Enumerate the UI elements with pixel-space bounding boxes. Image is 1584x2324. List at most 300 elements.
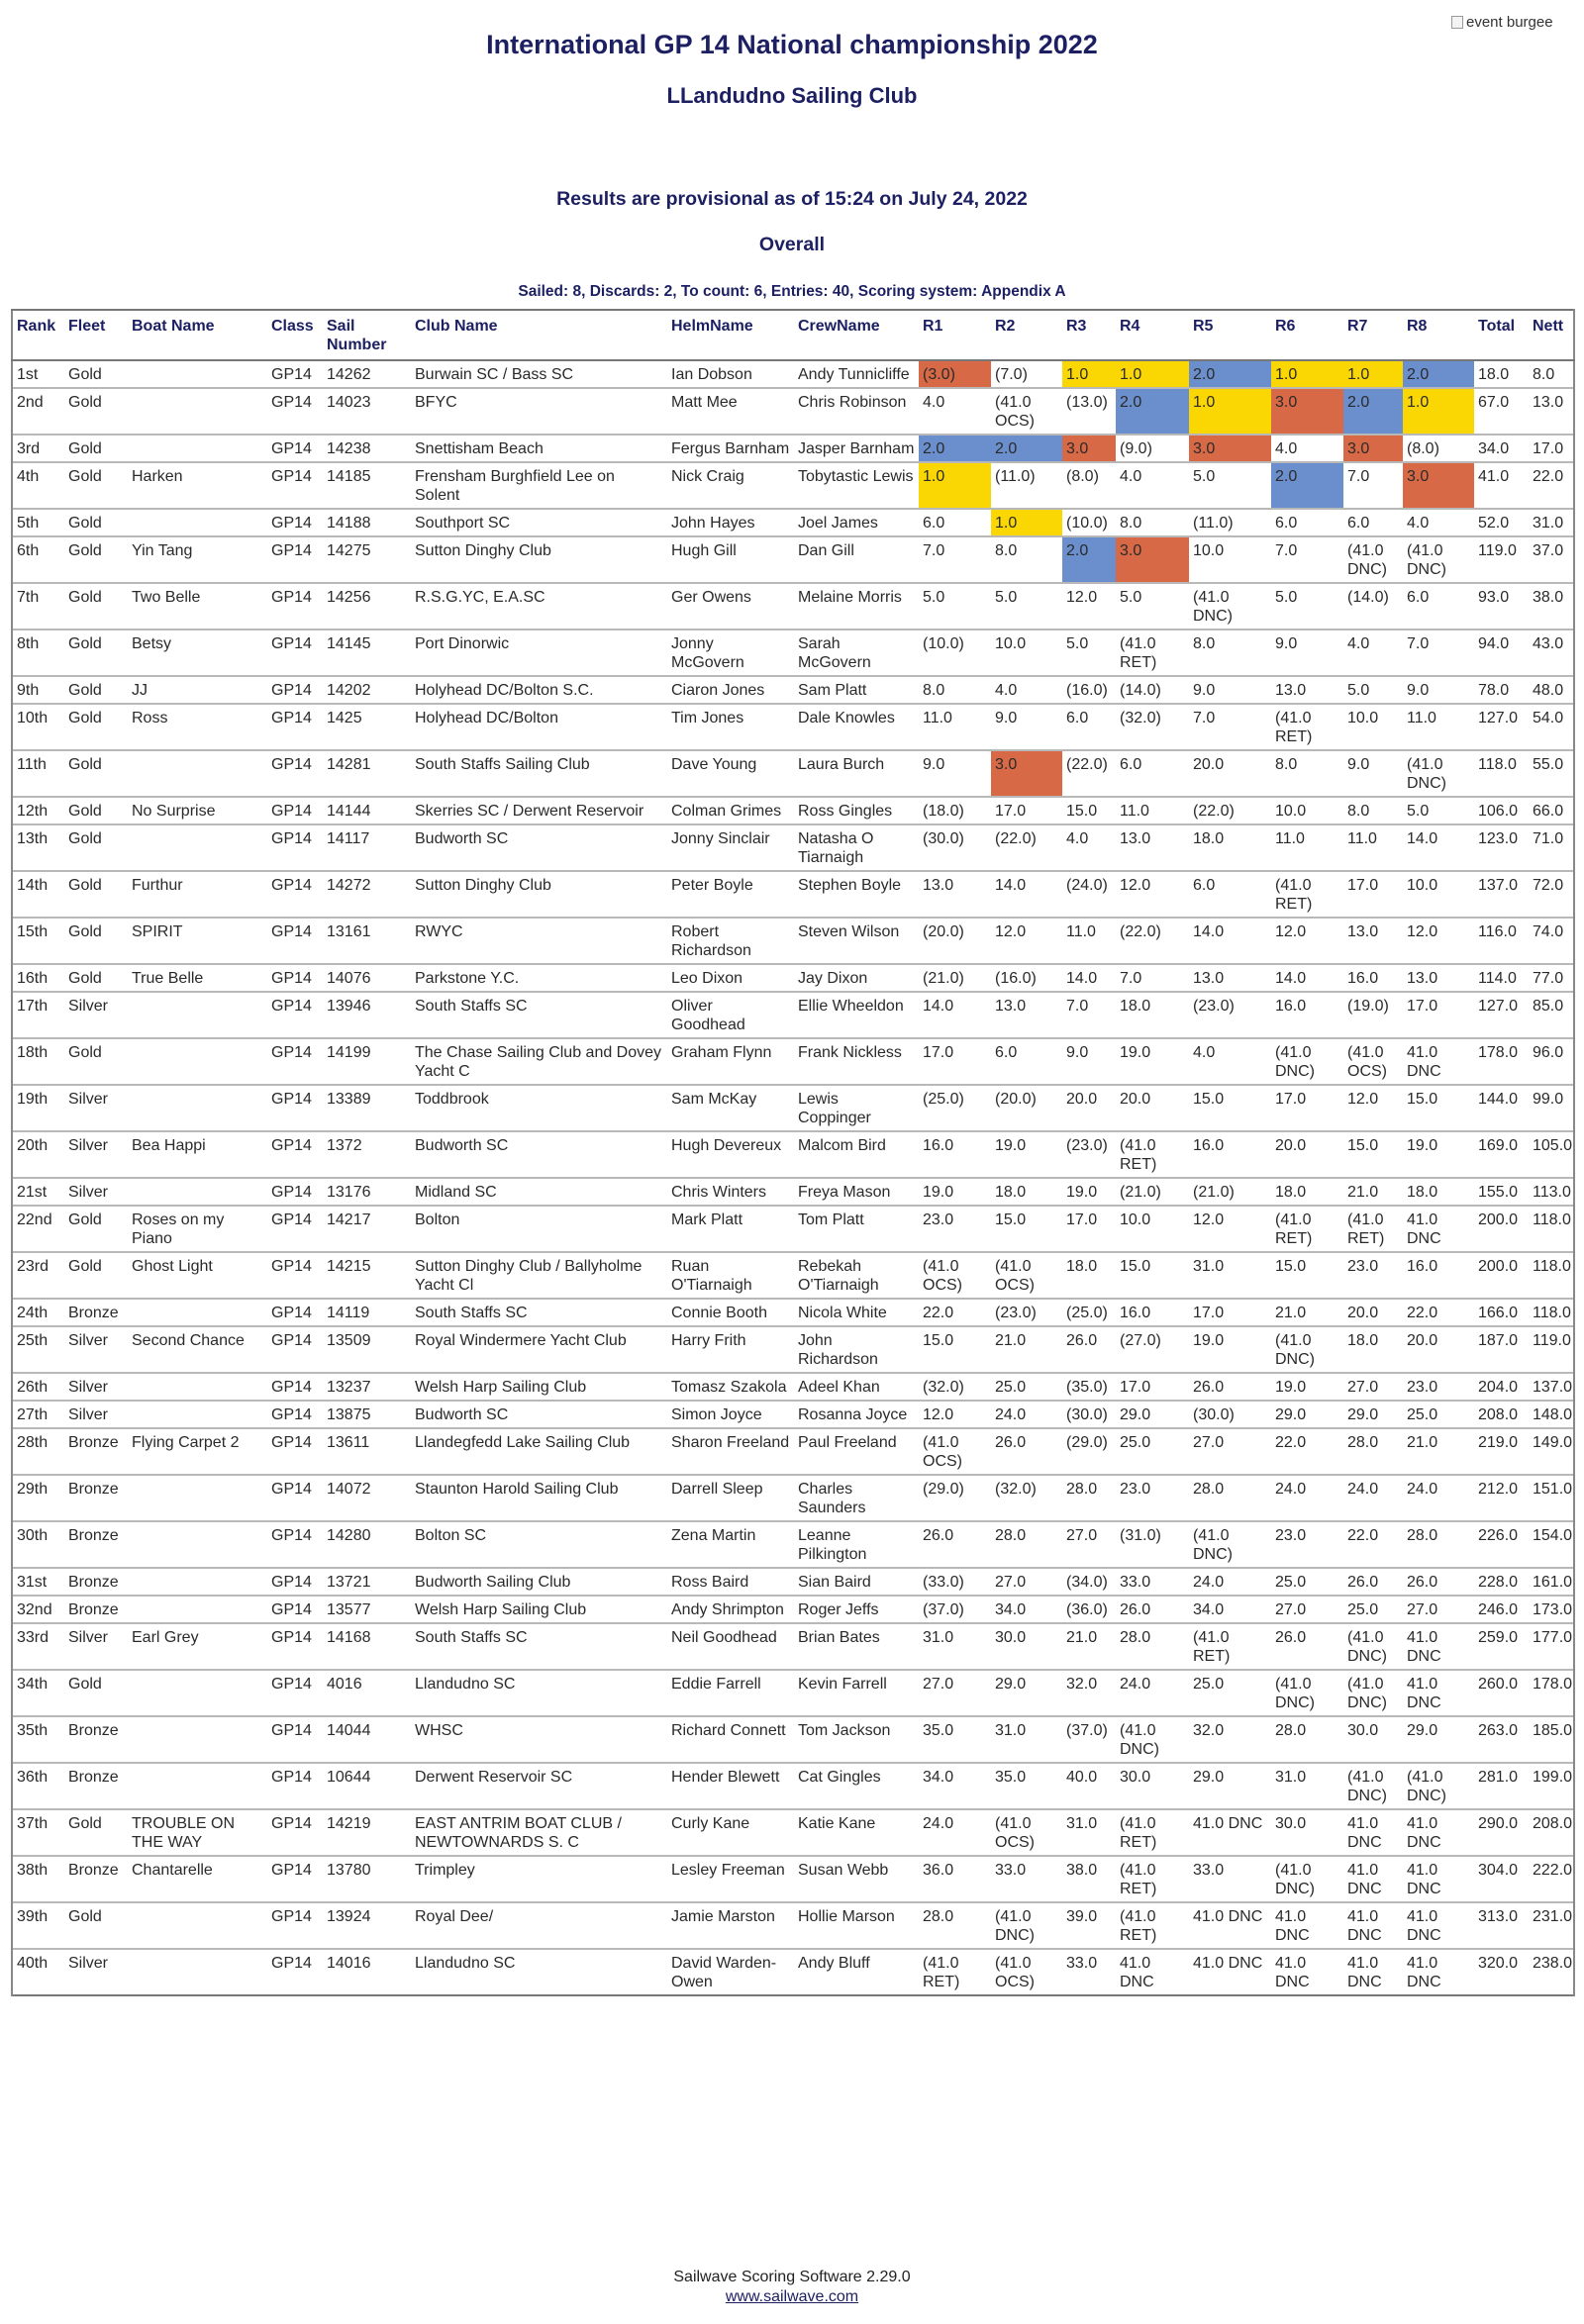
table-cell: 20.0 <box>1347 1305 1379 1321</box>
table-cell: 28.0 <box>1275 1722 1307 1739</box>
table-cell: No Surprise <box>132 803 216 820</box>
table-cell: 226.0 <box>1478 1527 1519 1544</box>
table-cell: 15th <box>12 918 64 964</box>
table-cell: GP14 <box>271 1769 312 1786</box>
table-cell: 10.0 <box>1275 803 1307 820</box>
table-cell: 137.0 <box>1529 1373 1574 1401</box>
table-cell: 1st <box>12 360 64 388</box>
table-cell: 41.0 DNC <box>1193 1815 1263 1832</box>
table-cell: 231.0 <box>1529 1902 1574 1949</box>
table-cell: Gold <box>68 1815 102 1832</box>
table-cell: (22.0) <box>1066 756 1108 773</box>
table-cell: 93.0 <box>1478 589 1510 606</box>
table-cell: Neil Goodhead <box>671 1629 777 1646</box>
table-cell: (29.0) <box>1066 1434 1108 1451</box>
table-cell: 118.0 <box>1529 1252 1574 1299</box>
table-cell: 17.0 <box>1529 435 1574 462</box>
table-cell: Freya Mason <box>798 1184 891 1201</box>
table-cell: GP14 <box>271 1815 312 1832</box>
table-row <box>12 1206 1574 1252</box>
table-cell: (41.0 RET) <box>1120 1908 1157 1944</box>
table-row <box>12 704 1574 750</box>
table-cell: 31.0 <box>995 1722 1027 1739</box>
table-cell: Jay Dixon <box>798 970 868 987</box>
table-cell: 13946 <box>327 998 371 1015</box>
table-cell: 32.0 <box>1193 1722 1225 1739</box>
table-cell: Rebekah O'Tiarnaigh <box>798 1258 879 1294</box>
table-cell: Ellie Wheeldon <box>798 998 904 1015</box>
table-cell <box>128 435 267 462</box>
event-burgee-alt-text: event burgee <box>1466 14 1553 31</box>
table-cell: 118.0 <box>1529 1299 1574 1326</box>
table-cell: 24.0 <box>1407 1481 1438 1498</box>
table-cell: (33.0) <box>923 1574 964 1591</box>
table-cell: 27.0 <box>1407 1601 1438 1618</box>
table-cell: GP14 <box>271 1305 312 1321</box>
table-cell: 13509 <box>327 1332 371 1349</box>
table-cell: 3.0 <box>1271 388 1343 435</box>
table-cell: Nicola White <box>798 1305 887 1321</box>
table-cell: (10.0) <box>1066 515 1108 532</box>
table-cell: Budworth Sailing Club <box>415 1574 571 1591</box>
table-cell: 23.0 <box>1407 1379 1438 1396</box>
table-cell <box>128 824 267 871</box>
table-cell: 66.0 <box>1529 797 1574 824</box>
table-cell: Frensham Burghfield Lee on Solent <box>415 468 615 504</box>
table-cell: 119.0 <box>1478 542 1517 559</box>
table-cell: 137.0 <box>1478 877 1519 894</box>
table-cell: 2.0 <box>1343 388 1403 435</box>
table-row <box>12 918 1574 964</box>
table-cell: 24.0 <box>1193 1574 1225 1591</box>
table-cell: 15.0 <box>995 1211 1027 1228</box>
table-cell: Richard Connett <box>671 1722 786 1739</box>
table-cell: 41.0 DNC <box>1407 1211 1441 1247</box>
table-cell <box>128 360 267 388</box>
table-cell: 177.0 <box>1529 1623 1574 1670</box>
table-cell <box>128 1568 267 1596</box>
table-cell: 28.0 <box>923 1908 954 1925</box>
table-cell <box>128 1596 267 1623</box>
table-cell <box>128 509 267 536</box>
col-header: Sail Number <box>323 310 411 360</box>
table-cell: GP14 <box>271 682 312 699</box>
table-cell: 24th <box>12 1299 64 1326</box>
table-cell: 22nd <box>12 1206 64 1252</box>
table-cell: Gold <box>68 440 102 457</box>
table-cell: 1.0 <box>991 509 1062 536</box>
table-cell: 15.0 <box>1066 803 1098 820</box>
table-cell: 17.0 <box>1193 1305 1225 1321</box>
table-cell: Sutton Dinghy Club / Ballyholme Yacht Cl <box>415 1258 643 1294</box>
table-row <box>12 1902 1574 1949</box>
col-header: R1 <box>919 310 991 360</box>
table-cell: (41.0 RET) <box>1347 1211 1385 1247</box>
table-cell: GP14 <box>271 542 312 559</box>
table-cell: 6.0 <box>1193 877 1216 894</box>
table-cell: 22.0 <box>1347 1527 1379 1544</box>
table-cell: 14217 <box>327 1211 371 1228</box>
table-cell: 148.0 <box>1529 1401 1574 1428</box>
table-cell: Malcom Bird <box>798 1137 886 1154</box>
table-cell: Sian Baird <box>798 1574 871 1591</box>
table-cell: Silver <box>68 1955 109 1972</box>
table-cell: 14144 <box>327 803 371 820</box>
table-cell: Gold <box>68 682 102 699</box>
table-cell: Bronze <box>68 1527 119 1544</box>
table-cell: 127.0 <box>1478 710 1519 726</box>
table-cell: GP14 <box>271 803 312 820</box>
table-cell: 23.0 <box>1120 1481 1151 1498</box>
table-cell: 14215 <box>327 1258 371 1275</box>
table-cell: (41.0 RET) <box>923 1955 960 1990</box>
table-cell: 14023 <box>327 394 371 411</box>
table-cell: 2.0 <box>1403 360 1474 388</box>
table-cell: Jonny Sinclair <box>671 830 770 847</box>
table-cell: 208.0 <box>1478 1406 1519 1423</box>
table-cell: 14119 <box>327 1305 370 1321</box>
table-cell: The Chase Sailing Club and Dovey Yacht C <box>415 1044 662 1080</box>
table-cell: (41.0 DNC) <box>1275 1862 1315 1897</box>
table-cell: Sam McKay <box>671 1091 757 1108</box>
table-cell: Sutton Dinghy Club <box>415 877 551 894</box>
table-cell: 119.0 <box>1529 1326 1574 1373</box>
table-cell: (41.0 RET) <box>1120 1815 1157 1851</box>
table-cell: 26.0 <box>1407 1574 1438 1591</box>
table-cell: 7.0 <box>1120 970 1142 987</box>
table-cell: Paul Freeland <box>798 1434 897 1451</box>
table-cell: (23.0) <box>1193 998 1235 1015</box>
table-row <box>12 750 1574 797</box>
table-cell: 24.0 <box>923 1815 954 1832</box>
table-cell: 187.0 <box>1478 1332 1519 1349</box>
table-cell: 14044 <box>327 1722 371 1739</box>
table-cell: Gold <box>68 1258 102 1275</box>
table-cell: 199.0 <box>1529 1763 1574 1809</box>
table-cell: 30th <box>12 1521 64 1568</box>
table-cell: Frank Nickless <box>798 1044 902 1061</box>
table-cell: 28th <box>12 1428 64 1475</box>
table-cell: (22.0) <box>995 830 1037 847</box>
table-cell: 20.0 <box>1407 1332 1438 1349</box>
table-cell: Ross <box>132 710 168 726</box>
table-cell: Gold <box>68 468 102 485</box>
table-cell: 3.0 <box>1062 435 1116 462</box>
table-cell: 34.0 <box>1478 440 1510 457</box>
col-header: R2 <box>991 310 1062 360</box>
table-cell: 38.0 <box>1529 583 1574 629</box>
col-header: CrewName <box>794 310 919 360</box>
table-cell: (41.0 RET) <box>1275 710 1313 745</box>
table-cell: 20.0 <box>1066 1091 1098 1108</box>
table-cell: 33.0 <box>1120 1574 1151 1591</box>
table-cell: 7.0 <box>1275 542 1298 559</box>
table-row <box>12 992 1574 1038</box>
table-cell: 1.0 <box>1116 360 1189 388</box>
col-header: R7 <box>1343 310 1403 360</box>
table-cell: (8.0) <box>1407 440 1439 457</box>
table-cell: 18.0 <box>1120 998 1151 1015</box>
table-cell: 4th <box>12 462 64 509</box>
table-cell: 8.0 <box>1529 360 1574 388</box>
table-row <box>12 1568 1574 1596</box>
table-row <box>12 1623 1574 1670</box>
table-cell: 14238 <box>327 440 371 457</box>
table-cell: 41.0 DNC <box>1347 1908 1382 1944</box>
table-cell: 18th <box>12 1038 64 1085</box>
table-cell: Fergus Barnham <box>671 440 790 457</box>
table-cell: Darrell Sleep <box>671 1481 763 1498</box>
table-cell: GP14 <box>271 1722 312 1739</box>
table-cell <box>128 1521 267 1568</box>
table-cell: 2.0 <box>1189 360 1271 388</box>
table-cell: (21.0) <box>1120 1184 1161 1201</box>
table-cell: (41.0 DNC) <box>1347 1676 1387 1711</box>
table-cell: 23rd <box>12 1252 64 1299</box>
sailwave-link[interactable]: www.sailwave.com <box>725 2288 859 2305</box>
table-cell: 114.0 <box>1478 970 1517 987</box>
table-cell: 24.0 <box>1120 1676 1151 1693</box>
table-cell: 16.0 <box>1275 998 1307 1015</box>
table-cell: Derwent Reservoir SC <box>415 1769 573 1786</box>
table-cell: GP14 <box>271 1211 312 1228</box>
page-title: International GP 14 National championship 2022 <box>486 30 1098 59</box>
table-cell: 127.0 <box>1478 998 1519 1015</box>
table-cell: 22.0 <box>1529 462 1574 509</box>
table-row <box>12 676 1574 704</box>
table-cell: Holyhead DC/Bolton S.C. <box>415 682 594 699</box>
table-cell: 14280 <box>327 1527 371 1544</box>
table-cell: 219.0 <box>1478 1434 1519 1451</box>
event-burgee-image <box>1451 14 1553 31</box>
table-cell: 32nd <box>12 1596 64 1623</box>
table-cell: 3.0 <box>991 750 1062 797</box>
table-cell: 27th <box>12 1401 64 1428</box>
table-cell: GP14 <box>271 1434 312 1451</box>
table-cell: 11.0 <box>1347 830 1377 847</box>
table-cell: 33.0 <box>995 1862 1027 1879</box>
table-cell: TROUBLE ON THE WAY <box>132 1815 236 1851</box>
table-cell: (41.0 DNC) <box>995 1908 1035 1944</box>
table-cell: Gold <box>68 923 102 940</box>
table-cell: Graham Flynn <box>671 1044 772 1061</box>
table-cell: 8.0 <box>1275 756 1298 773</box>
table-cell: 14076 <box>327 970 371 987</box>
table-cell: 12.0 <box>923 1406 954 1423</box>
table-cell: 27.0 <box>1275 1601 1307 1618</box>
table-row <box>12 1856 1574 1902</box>
col-header: R3 <box>1062 310 1116 360</box>
table-cell: (41.0 OCS) <box>1347 1044 1387 1080</box>
table-cell: Bolton <box>415 1211 460 1228</box>
table-cell: 34.0 <box>1193 1601 1225 1618</box>
table-cell: 1.0 <box>1189 388 1271 435</box>
table-cell: 200.0 <box>1478 1258 1519 1275</box>
table-cell: 39.0 <box>1066 1908 1098 1925</box>
table-cell: 36.0 <box>923 1862 954 1879</box>
table-cell: 41.0 <box>1478 468 1510 485</box>
table-cell: 4.0 <box>1120 468 1142 485</box>
table-cell: Toddbrook <box>415 1091 489 1108</box>
table-cell: Gold <box>68 1044 102 1061</box>
table-cell: 19.0 <box>1407 1137 1438 1154</box>
table-row <box>12 388 1574 435</box>
table-cell: 2nd <box>12 388 64 435</box>
table-cell: Holyhead DC/Bolton <box>415 710 558 726</box>
table-cell: GP14 <box>271 1676 312 1693</box>
table-cell: Gold <box>68 1676 102 1693</box>
results-table <box>11 309 1575 1996</box>
table-cell: 151.0 <box>1529 1475 1574 1521</box>
table-cell: 21.0 <box>1066 1629 1098 1646</box>
table-cell <box>128 388 267 435</box>
table-row <box>12 964 1574 992</box>
table-cell: (41.0 DNC) <box>1275 1044 1315 1080</box>
table-cell: Zena Martin <box>671 1527 756 1544</box>
table-cell: Parkstone Y.C. <box>415 970 520 987</box>
table-cell: Matt Mee <box>671 394 738 411</box>
table-cell: GP14 <box>271 635 312 652</box>
table-cell: 15.0 <box>1193 1091 1225 1108</box>
table-cell: 20.0 <box>1120 1091 1151 1108</box>
table-cell: 6.0 <box>1407 589 1430 606</box>
table-cell: 10.0 <box>1407 877 1438 894</box>
table-cell: 9.0 <box>1193 682 1216 699</box>
table-cell: Natasha O Tiarnaigh <box>798 830 874 866</box>
table-cell: Leo Dixon <box>671 970 743 987</box>
table-cell: Tom Jackson <box>798 1722 891 1739</box>
table-cell: 28.0 <box>1120 1629 1151 1646</box>
table-cell: 10.0 <box>1347 710 1379 726</box>
table-cell: Tom Platt <box>798 1211 864 1228</box>
table-cell: 12.0 <box>1347 1091 1379 1108</box>
table-cell: 7.0 <box>1407 635 1430 652</box>
table-cell: 8.0 <box>1120 515 1142 532</box>
table-cell: 41.0 DNC <box>1407 1908 1441 1944</box>
table-cell: EAST ANTRIM BOAT CLUB / NEWTOWNARDS S. C <box>415 1815 622 1851</box>
table-cell: 38.0 <box>1066 1862 1098 1879</box>
table-cell: Bea Happi <box>132 1137 206 1154</box>
table-cell: GP14 <box>271 468 312 485</box>
table-row <box>12 1326 1574 1373</box>
table-cell: True Belle <box>132 970 204 987</box>
table-cell: 35th <box>12 1716 64 1763</box>
table-cell: 19.0 <box>995 1137 1027 1154</box>
table-cell: 5.0 <box>1407 803 1430 820</box>
table-row <box>12 1131 1574 1178</box>
table-cell: 27.0 <box>995 1574 1027 1591</box>
table-cell: 41.0 DNC <box>1407 1676 1441 1711</box>
table-cell: 212.0 <box>1478 1481 1519 1498</box>
table-cell: Curly Kane <box>671 1815 750 1832</box>
table-cell: 11.0 <box>1066 923 1096 940</box>
table-cell: 118.0 <box>1529 1206 1574 1252</box>
table-cell: 41.0 DNC <box>1347 1815 1382 1851</box>
table-cell: 37.0 <box>1529 536 1574 583</box>
table-cell: Silver <box>68 1629 109 1646</box>
table-cell: Gold <box>68 515 102 532</box>
table-cell: Joel James <box>798 515 878 532</box>
table-cell: GP14 <box>271 394 312 411</box>
table-cell: Tim Jones <box>671 710 744 726</box>
table-cell: 25.0 <box>995 1379 1027 1396</box>
table-cell: (14.0) <box>1347 589 1389 606</box>
table-cell: (21.0) <box>923 970 964 987</box>
table-cell: 29.0 <box>1193 1769 1225 1786</box>
table-cell: 6.0 <box>1347 515 1370 532</box>
table-cell: Jasper Barnham <box>798 440 915 457</box>
table-cell: 14145 <box>327 635 371 652</box>
col-header: Nett <box>1529 310 1574 360</box>
table-cell: 13161 <box>327 923 371 940</box>
table-cell: 1.0 <box>1062 360 1116 388</box>
table-cell: Gold <box>68 970 102 987</box>
table-cell: 11th <box>12 750 64 797</box>
table-cell: 7th <box>12 583 64 629</box>
table-cell: 26.0 <box>1275 1629 1307 1646</box>
table-cell: (9.0) <box>1120 440 1152 457</box>
table-cell: 28.0 <box>1066 1481 1098 1498</box>
table-cell: 41.0 DNC <box>1407 1815 1441 1851</box>
table-cell: 11.0 <box>923 710 952 726</box>
table-cell: 99.0 <box>1529 1085 1574 1131</box>
table-cell: Connie Booth <box>671 1305 767 1321</box>
table-cell: (32.0) <box>1120 710 1161 726</box>
table-cell: (24.0) <box>1066 877 1108 894</box>
table-cell: 20.0 <box>1275 1137 1307 1154</box>
table-cell <box>128 1373 267 1401</box>
table-cell: 28.0 <box>1407 1527 1438 1544</box>
section-title: Overall <box>758 234 826 255</box>
table-cell: 19.0 <box>1120 1044 1151 1061</box>
table-cell: 74.0 <box>1529 918 1574 964</box>
table-cell: Gold <box>68 830 102 847</box>
table-cell: 40.0 <box>1066 1769 1098 1786</box>
table-cell: (41.0 DNC) <box>1120 1722 1159 1758</box>
table-cell: (41.0 RET) <box>1120 635 1157 671</box>
table-cell: Burwain SC / Bass SC <box>415 366 574 383</box>
table-cell: 29.0 <box>1407 1722 1438 1739</box>
table-cell: 259.0 <box>1478 1629 1519 1646</box>
table-cell: GP14 <box>271 1955 312 1972</box>
table-cell: 14275 <box>327 542 371 559</box>
table-cell: 1425 <box>327 710 362 726</box>
table-cell: Nick Craig <box>671 468 744 485</box>
table-cell: (30.0) <box>1193 1406 1235 1423</box>
table-cell: (41.0 DNC) <box>1347 1769 1387 1804</box>
table-cell: (41.0 DNC) <box>1193 1527 1233 1563</box>
table-cell: WHSC <box>415 1722 463 1739</box>
table-cell: Lesley Freeman <box>671 1862 785 1879</box>
table-cell: 13.0 <box>995 998 1027 1015</box>
table-cell: 21.0 <box>1407 1434 1438 1451</box>
table-cell: (37.0) <box>923 1601 964 1618</box>
table-cell: Cat Gingles <box>798 1769 881 1786</box>
table-cell: 17.0 <box>923 1044 954 1061</box>
table-cell: 4.0 <box>995 682 1018 699</box>
table-cell: 40th <box>12 1949 64 1995</box>
table-cell: (10.0) <box>923 635 964 652</box>
table-cell: 3.0 <box>1403 462 1474 509</box>
table-cell: 118.0 <box>1478 756 1517 773</box>
table-cell: 4016 <box>327 1676 362 1693</box>
table-cell: 16.0 <box>1347 970 1379 987</box>
table-cell: 14168 <box>327 1629 371 1646</box>
table-cell: 13.0 <box>1347 923 1379 940</box>
table-cell: Betsy <box>132 635 172 652</box>
table-cell: 116.0 <box>1478 923 1517 940</box>
table-cell: 14.0 <box>1275 970 1307 987</box>
